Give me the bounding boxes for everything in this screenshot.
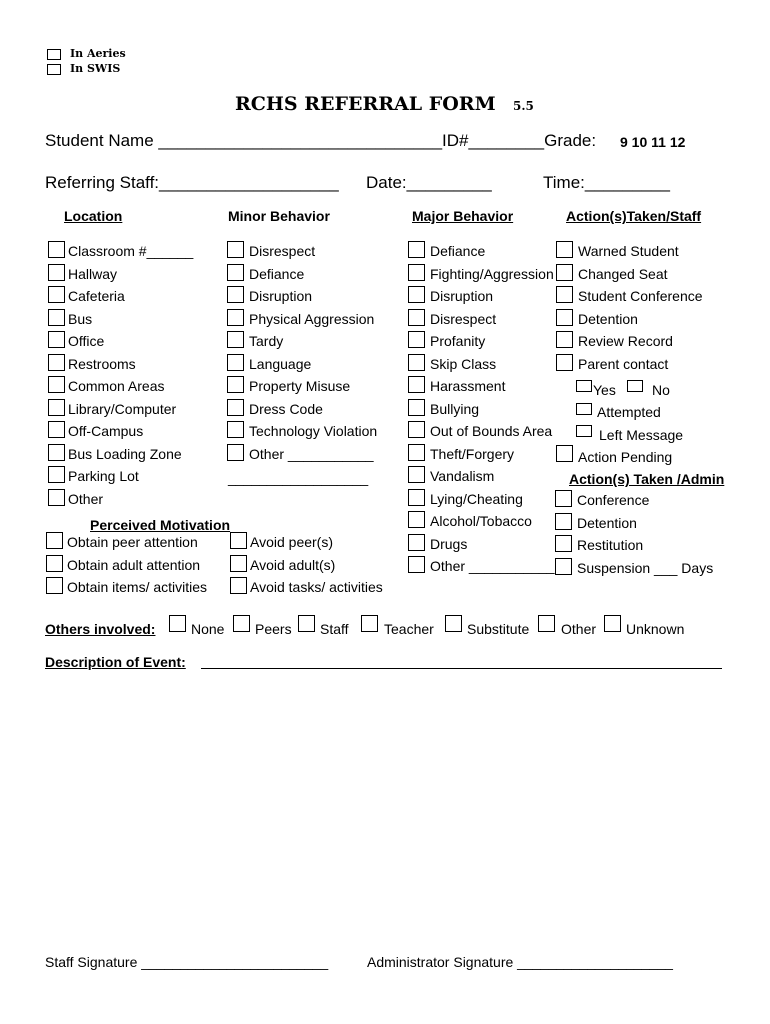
left-message-checkbox[interactable] (576, 425, 592, 437)
location-label: Library/Computer (68, 400, 177, 417)
admin-action-label: Conference (577, 492, 650, 508)
description-label: Description of Event: (45, 654, 186, 670)
minor-behavior-item[interactable] (227, 263, 427, 285)
minor-behavior-label: Language (249, 355, 312, 372)
location-header: Location (64, 208, 123, 224)
location-checkbox[interactable] (48, 286, 65, 303)
admin-action-label: Detention (577, 514, 637, 531)
location-checkbox[interactable] (48, 376, 65, 393)
form-version: 5.5 (513, 99, 534, 113)
location-label: Off-Campus (68, 423, 144, 439)
minor-behavior-label: Other ___________ (249, 445, 374, 462)
admin-signature-field[interactable]: Administrator Signature ____________________ (367, 954, 673, 970)
motivation-left-label: Obtain adult attention (67, 556, 201, 573)
location-checkbox[interactable] (48, 241, 65, 258)
others-involved-checkbox[interactable] (298, 615, 315, 632)
location-item[interactable] (48, 420, 248, 442)
no-checkbox[interactable] (627, 380, 643, 392)
aeries-checkbox[interactable] (47, 49, 61, 60)
minor-behavior-label: Disrespect (249, 243, 316, 259)
location-label: Other (68, 490, 104, 507)
major-behavior-label: Harassment (430, 378, 506, 394)
location-label: Cafeteria (68, 288, 125, 304)
location-item[interactable] (48, 285, 248, 307)
motivation-left-label: Obtain peer attention (67, 534, 198, 550)
others-involved-option: Substitute (467, 621, 530, 637)
location-label: Hallway (68, 265, 118, 282)
staff-action-checkbox[interactable] (556, 241, 573, 258)
location-item[interactable] (48, 240, 248, 262)
no-label: No (652, 382, 670, 398)
motivation-left-item[interactable] (46, 531, 246, 553)
location-label: Common Areas (68, 378, 165, 394)
student-name-field[interactable]: Student Name ______________________________ID#________Grade: (45, 131, 597, 150)
motivation-left-checkbox[interactable] (46, 532, 63, 549)
staff-action-checkbox[interactable] (556, 331, 573, 348)
motivation-left-item[interactable] (46, 554, 246, 576)
admin-action-checkbox[interactable] (555, 558, 572, 575)
location-label: Bus (68, 310, 93, 327)
staff-action-checkbox[interactable] (556, 354, 573, 371)
others-involved-checkbox[interactable] (604, 615, 621, 632)
location-checkbox[interactable] (48, 466, 65, 483)
major-behavior-label: Alcohol/Tobacco (430, 513, 532, 529)
location-label: Office (68, 333, 105, 349)
grade-options: 9 10 11 12 (620, 134, 686, 150)
location-checkbox[interactable] (48, 264, 65, 281)
minor-behavior-item[interactable] (227, 240, 427, 262)
others-involved-checkbox[interactable] (361, 615, 378, 632)
attempted-checkbox[interactable] (576, 403, 592, 415)
minor-behavior-checkbox[interactable] (227, 331, 244, 348)
action-staff-header: Action(s)Taken/Staff (566, 208, 702, 224)
minor-behavior-checkbox[interactable] (227, 241, 244, 258)
others-involved-label: Others involved: (45, 621, 156, 637)
admin-action-item[interactable] (555, 557, 755, 579)
major-behavior-checkbox[interactable] (408, 264, 425, 281)
major-behavior-label: Vandalism (430, 468, 495, 484)
major-behavior-checkbox[interactable] (408, 399, 425, 416)
others-involved-checkbox[interactable] (169, 615, 186, 632)
staff-action-checkbox[interactable] (556, 286, 573, 303)
others-involved-option: Staff (320, 621, 349, 637)
yes-label: Yes (593, 382, 616, 398)
minor-behavior-label: Technology Violation (249, 423, 378, 439)
location-item[interactable] (48, 375, 248, 397)
minor-behavior-header: Minor Behavior (228, 208, 330, 224)
location-item[interactable] (48, 353, 248, 375)
minor-behavior-item[interactable] (227, 398, 427, 420)
major-behavior-checkbox[interactable] (408, 466, 425, 483)
staff-action-item[interactable] (556, 285, 756, 307)
major-behavior-label: Drugs (430, 535, 468, 552)
others-involved-option: Teacher (384, 621, 434, 637)
staff-action-label: Parent contact (578, 355, 669, 372)
motivation-right-item[interactable] (230, 554, 430, 576)
location-label: Restrooms (68, 355, 136, 372)
minor-behavior-label: Defiance (249, 265, 305, 282)
major-behavior-checkbox[interactable] (408, 489, 425, 506)
date-field[interactable]: Date:_________ (366, 173, 492, 192)
perceived-motivation-header: Perceived Motivation (90, 517, 231, 533)
minor-behavior-checkbox[interactable] (227, 444, 244, 461)
minor-behavior-checkbox[interactable] (227, 286, 244, 303)
location-item[interactable] (48, 330, 248, 352)
referring-staff-field[interactable]: Referring Staff:___________________ (45, 173, 339, 192)
staff-signature-field[interactable]: Staff Signature ________________________ (45, 954, 329, 970)
staff-action-label: Changed Seat (578, 265, 668, 282)
major-behavior-checkbox[interactable] (408, 241, 425, 258)
minor-behavior-item[interactable] (227, 443, 427, 465)
swis-checkbox[interactable] (47, 64, 61, 75)
minor-other-line[interactable]: __________________ (228, 470, 369, 486)
major-behavior-checkbox[interactable] (408, 309, 425, 326)
major-behavior-label: Fighting/Aggression (430, 265, 554, 282)
staff-action-checkbox[interactable] (556, 309, 573, 326)
action-admin-header: Action(s) Taken /Admin (569, 471, 725, 487)
staff-action-label: Detention (578, 310, 638, 327)
minor-behavior-checkbox[interactable] (227, 264, 244, 281)
location-checkbox[interactable] (48, 309, 65, 326)
time-field[interactable]: Time:_________ (543, 173, 670, 192)
motivation-right-item[interactable] (230, 576, 430, 598)
motivation-left-checkbox[interactable] (46, 555, 63, 572)
location-item[interactable] (48, 308, 248, 330)
admin-action-item[interactable] (555, 489, 755, 511)
location-label: Parking Lot (68, 468, 139, 484)
minor-behavior-item[interactable] (227, 330, 427, 352)
minor-behavior-label: Disruption (249, 288, 313, 304)
others-involved-checkbox[interactable] (538, 615, 555, 632)
description-line[interactable] (201, 668, 722, 669)
location-checkbox[interactable] (48, 399, 65, 416)
motivation-right-checkbox[interactable] (230, 577, 247, 594)
staff-action-checkbox[interactable] (556, 264, 573, 281)
major-behavior-checkbox[interactable] (408, 511, 425, 528)
form-title: RCHS REFERRAL FORM (235, 93, 496, 115)
minor-behavior-item[interactable] (227, 375, 427, 397)
minor-behavior-checkbox[interactable] (227, 376, 244, 393)
others-involved-checkbox[interactable] (445, 615, 462, 632)
major-behavior-label: Profanity (430, 333, 486, 349)
major-behavior-label: Out of Bounds Area (430, 423, 553, 439)
location-item[interactable] (48, 488, 248, 510)
major-behavior-header: Major Behavior (412, 208, 514, 224)
location-checkbox[interactable] (48, 354, 65, 371)
motivation-right-label: Avoid tasks/ activities (250, 579, 383, 595)
admin-action-label: Restitution (577, 537, 644, 553)
location-label: Bus Loading Zone (68, 445, 182, 462)
motivation-left-label: Obtain items/ activities (67, 579, 208, 595)
staff-action-label: Warned Student (578, 243, 679, 259)
major-behavior-checkbox[interactable] (408, 286, 425, 303)
staff-action-label: Review Record (578, 333, 673, 349)
motivation-right-checkbox[interactable] (230, 555, 247, 572)
minor-behavior-checkbox[interactable] (227, 421, 244, 438)
location-label: Classroom #______ (68, 243, 194, 259)
minor-behavior-checkbox[interactable] (227, 354, 244, 371)
major-behavior-label: Lying/Cheating (430, 490, 523, 507)
minor-behavior-checkbox[interactable] (227, 399, 244, 416)
admin-action-item[interactable] (555, 534, 755, 556)
minor-behavior-label: Property Misuse (249, 378, 351, 394)
major-behavior-checkbox[interactable] (408, 444, 425, 461)
motivation-right-label: Avoid adult(s) (250, 556, 336, 573)
aeries-label: In Aeries (70, 47, 126, 60)
location-checkbox[interactable] (48, 489, 65, 506)
admin-action-checkbox[interactable] (555, 513, 572, 530)
minor-behavior-item[interactable] (227, 353, 427, 375)
action-pending-checkbox[interactable] (556, 445, 573, 462)
action-pending-label: Action Pending (578, 449, 673, 465)
motivation-right-item[interactable] (230, 531, 430, 553)
location-item[interactable] (48, 465, 248, 487)
location-item[interactable] (48, 263, 248, 285)
major-behavior-label: Other ___________ (430, 558, 555, 574)
others-involved-option: None (191, 621, 225, 637)
minor-behavior-label: Physical Aggression (249, 310, 375, 327)
admin-action-checkbox[interactable] (555, 490, 572, 507)
major-behavior-checkbox[interactable] (408, 376, 425, 393)
staff-action-item[interactable] (556, 240, 756, 262)
location-checkbox[interactable] (48, 331, 65, 348)
motivation-left-item[interactable] (46, 576, 246, 598)
major-behavior-checkbox[interactable] (408, 354, 425, 371)
minor-behavior-label: Dress Code (249, 400, 323, 417)
others-involved-option: Peers (255, 621, 292, 637)
admin-action-label: Suspension ___ Days (577, 559, 714, 576)
motivation-right-checkbox[interactable] (230, 532, 247, 549)
major-behavior-checkbox[interactable] (408, 421, 425, 438)
others-involved-option: Other (561, 621, 597, 637)
major-behavior-label: Theft/Forgery (430, 445, 515, 462)
staff-action-item[interactable] (556, 308, 756, 330)
swis-label: In SWIS (70, 62, 121, 75)
location-checkbox[interactable] (48, 421, 65, 438)
major-behavior-checkbox[interactable] (408, 331, 425, 348)
major-behavior-label: Bullying (430, 400, 480, 417)
minor-behavior-item[interactable] (227, 285, 427, 307)
major-behavior-label: Disruption (430, 288, 494, 304)
minor-behavior-item[interactable] (227, 420, 427, 442)
location-item[interactable] (48, 398, 248, 420)
staff-action-item[interactable] (556, 353, 756, 375)
motivation-left-checkbox[interactable] (46, 577, 63, 594)
location-item[interactable] (48, 443, 248, 465)
admin-action-item[interactable] (555, 512, 755, 534)
major-behavior-label: Skip Class (430, 355, 497, 372)
others-involved-option: Unknown (626, 621, 685, 637)
major-behavior-label: Defiance (430, 243, 486, 259)
minor-behavior-item[interactable] (227, 308, 427, 330)
others-involved-checkbox[interactable] (233, 615, 250, 632)
minor-behavior-label: Tardy (249, 333, 284, 349)
left-message-label: Left Message (599, 427, 684, 443)
yes-checkbox[interactable] (576, 380, 592, 392)
staff-action-item[interactable] (556, 263, 756, 285)
staff-action-label: Student Conference (578, 288, 703, 304)
attempted-label: Attempted (597, 404, 661, 420)
location-checkbox[interactable] (48, 444, 65, 461)
staff-action-item[interactable] (556, 330, 756, 352)
admin-action-checkbox[interactable] (555, 535, 572, 552)
motivation-right-label: Avoid peer(s) (250, 534, 334, 550)
minor-behavior-checkbox[interactable] (227, 309, 244, 326)
major-behavior-label: Disrespect (430, 310, 497, 327)
